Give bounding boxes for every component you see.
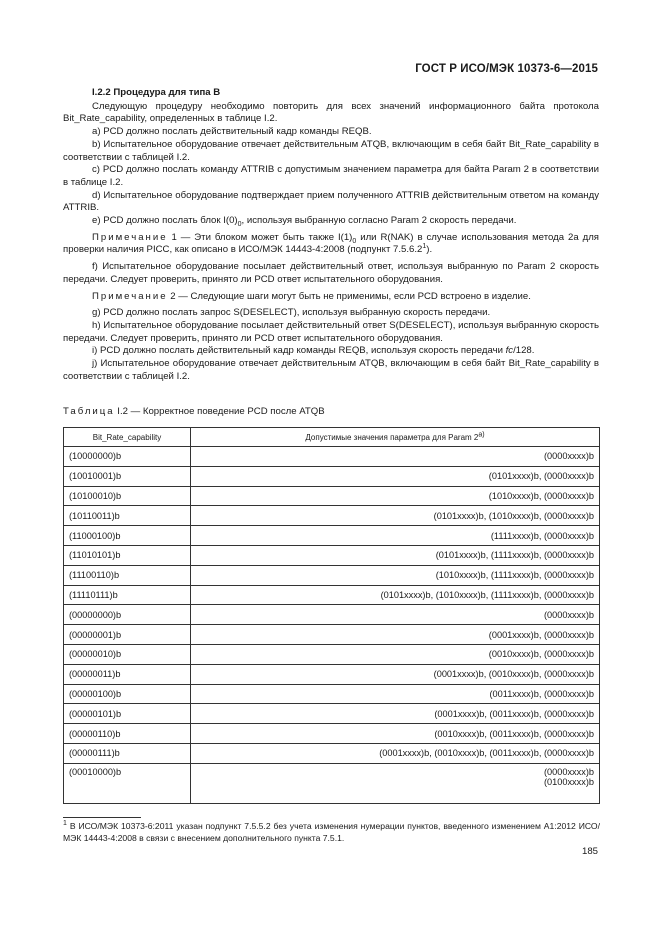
step-g: g) PCD должно послать запрос S(DESELECT), используя выбранную скорость передачи. [92,307,491,319]
table-row [64,704,600,724]
bit-rate-table [63,427,600,804]
bit-rate-cell: (00000110)b [64,724,191,744]
column-header-footnote-ref: a) [478,430,485,438]
table-row [64,684,600,704]
note-1-text-b: или R(NAK) в случае использования метода 2а для проверки наличия PICC, как описано в ИСО/МЭК 14443-4:2008 (подпункт 7.5.6.2 [63,231,599,256]
param2-value-line: (0100xxxx)b [543,776,594,787]
bit-rate-cell: (00000100)b [64,684,191,704]
note-1-label: Примечание [92,231,168,243]
column-header-bit-rate: Bit_Rate_capability [64,428,191,447]
bit-rate-cell: (11010101)b [64,545,191,565]
step-a: a) PCD должно послать действительный кадр команды REQB. [92,126,372,138]
table-row [64,545,600,565]
step-c: c) PCD должно послать команду ATTRIB с допустимым значением параметра для байта Param 2 в соответствии в таблице I.2. [63,164,599,188]
section-title: I.2.2 Процедура для типа B [92,87,221,98]
param2-cell: (0010xxxx)b, (0011xxxx)b, (0000xxxx)b [191,724,600,744]
column-header-param2-text: Допустимые значения параметра для Param 2 [305,432,479,442]
table-row [64,565,600,585]
bit-rate-cell: (11100110)b [64,565,191,585]
param2-cell: (0101xxxx)b, (1010xxxx)b, (1111xxxx)b, (0000xxxx)b [191,585,600,605]
param2-cell: (0101xxxx)b, (1111xxxx)b, (0000xxxx)b [191,545,600,565]
bit-rate-cell: (00000010)b [64,644,191,664]
table-row [64,605,600,625]
table-body [64,447,600,804]
table-row [64,763,600,803]
section-body [63,87,599,383]
bit-rate-cell: (10010001)b [64,466,191,486]
bit-rate-cell: (00000000)b [64,605,191,625]
step-f: f) Испытательное оборудование посылает действительный ответ, используя выбранную по Param 2 скорость передачи. Следует проверить, принято ли PCD ответ испытательного оборудования. [63,261,599,285]
table-caption-text: I.2 — Корректное поведение PCD после ATQB [114,406,325,417]
table-row [64,526,600,546]
step-d: d) Испытательное оборудование подтверждает прием полученного ATTRIB действительным ответом на команду ATTRIB. [63,189,599,214]
table-row [64,724,600,744]
step-e-text-end: , используя выбранную согласно Param 2 скорость передачи. [241,215,517,227]
table-row [64,506,600,526]
bit-rate-cell: (11110111)b [64,585,191,605]
column-header-param2 [191,428,600,447]
bit-rate-cell: (00000101)b [64,704,191,724]
table-row [64,585,600,605]
table-row [64,625,600,645]
table-row [64,486,600,506]
step-i [63,345,599,358]
bit-rate-cell: (11000100)b [64,526,191,546]
step-e-text: e) PCD должно послать блок I(0) [92,215,238,227]
param2-cell: (0000xxxx)b [191,605,600,625]
param2-cell: (1010xxxx)b, (1111xxxx)b, (0000xxxx)b [191,565,600,585]
param2-cell: (0001xxxx)b, (0011xxxx)b, (0000xxxx)b [191,704,600,724]
param2-cell: (0101xxxx)b, (0000xxxx)b [191,466,600,486]
bit-rate-cell: (00000011)b [64,664,191,684]
bit-rate-cell: (10000000)b [64,447,191,467]
param2-cell: (0001xxxx)b, (0010xxxx)b, (0011xxxx)b, (0000xxxx)b [191,743,600,763]
bit-rate-cell: (00000111)b [64,743,191,763]
note-1-footnote-ref: 1 [422,243,427,251]
param2-cell: (0010xxxx)b, (0000xxxx)b [191,644,600,664]
table-header-row [64,428,600,447]
footnote-divider [63,817,141,818]
table-caption [63,406,325,417]
table-row [64,644,600,664]
param2-value-line: (0000xxxx)b [543,766,594,777]
param2-cell: (0011xxxx)b, (0000xxxx)b [191,684,600,704]
step-i-text-end: /128. [513,345,535,357]
note-2 [63,291,599,304]
note-1-text-c: ). [426,244,433,256]
note-2-text: 2 — Следующие шаги могут быть не применимы, если PCD встроено в изделие. [167,290,531,302]
param2-cell [191,763,600,803]
table-row [64,447,600,467]
param2-cell: (1010xxxx)b, (0000xxxx)b [191,486,600,506]
document-header: ГОСТ Р ИСО/МЭК 10373-6—2015 [415,63,598,75]
bit-rate-cell: (10110011)b [64,506,191,526]
footnote-marker: 1 [63,820,67,828]
bit-rate-cell: (00000001)b [64,625,191,645]
step-i-text: i) PCD должно послать действительный кадр команды REQB, используя скорость передачи [92,345,506,357]
footnote-text: В ИСО/МЭК 10373-6:2011 указан подпункт 7.5.5.2 без учета изменения нумерации пунктов, введенного изменением A1:2012 ИСО/МЭК 14443-4:2008 в связи с внесением дополнительного пункта 7.5.1. [63,821,600,843]
step-h: h) Испытательное оборудование посылает действительный ответ S(DESELECT), используя выбранную скорость передачи. Следует проверить, принято ли PCD ответ испытательного оборудования. [63,319,599,344]
table-row [64,743,600,763]
table-row [64,664,600,684]
step-j: j) Испытательное оборудование отвечает действительным ATQB, включающим в себя байт Bit_Rate_capability в соответствии с таблицей I.2. [63,358,599,382]
intro-paragraph: Следующую процедуру необходимо повторить для всех значений информационного байта протокола Bit_Rate_capability, определенных в таблице I.2. [63,100,599,125]
param2-cell: (0101xxxx)b, (1010xxxx)b, (0000xxxx)b [191,506,600,526]
table-row [64,466,600,486]
param2-cell: (0000xxxx)b [191,447,600,467]
note-1-subscript: 0 [352,237,357,245]
step-i-italic: fc [505,345,514,357]
note-1-text-a: 1 — Эти блоком может быть также I(1) [167,231,353,243]
step-e-subscript: 0 [237,220,242,228]
bit-rate-cell: (10100010)b [64,486,191,506]
step-b: b) Испытательное оборудование отвечает действительным ATQB, включающим в себя байт Bit_Rate_capability в соответствии с таблицей I.2. [63,138,599,163]
page-number: 185 [581,846,598,857]
param2-cell: (0001xxxx)b, (0000xxxx)b [191,625,600,645]
note-2-label: Примечание [92,290,168,302]
footnote [63,821,600,844]
table-caption-label: Таблица [63,406,115,417]
bit-rate-cell: (00010000)b [64,763,191,803]
param2-cell: (0001xxxx)b, (0010xxxx)b, (0000xxxx)b [191,664,600,684]
step-e [63,215,599,228]
param2-cell: (1111xxxx)b, (0000xxxx)b [191,526,600,546]
note-1 [63,232,599,257]
